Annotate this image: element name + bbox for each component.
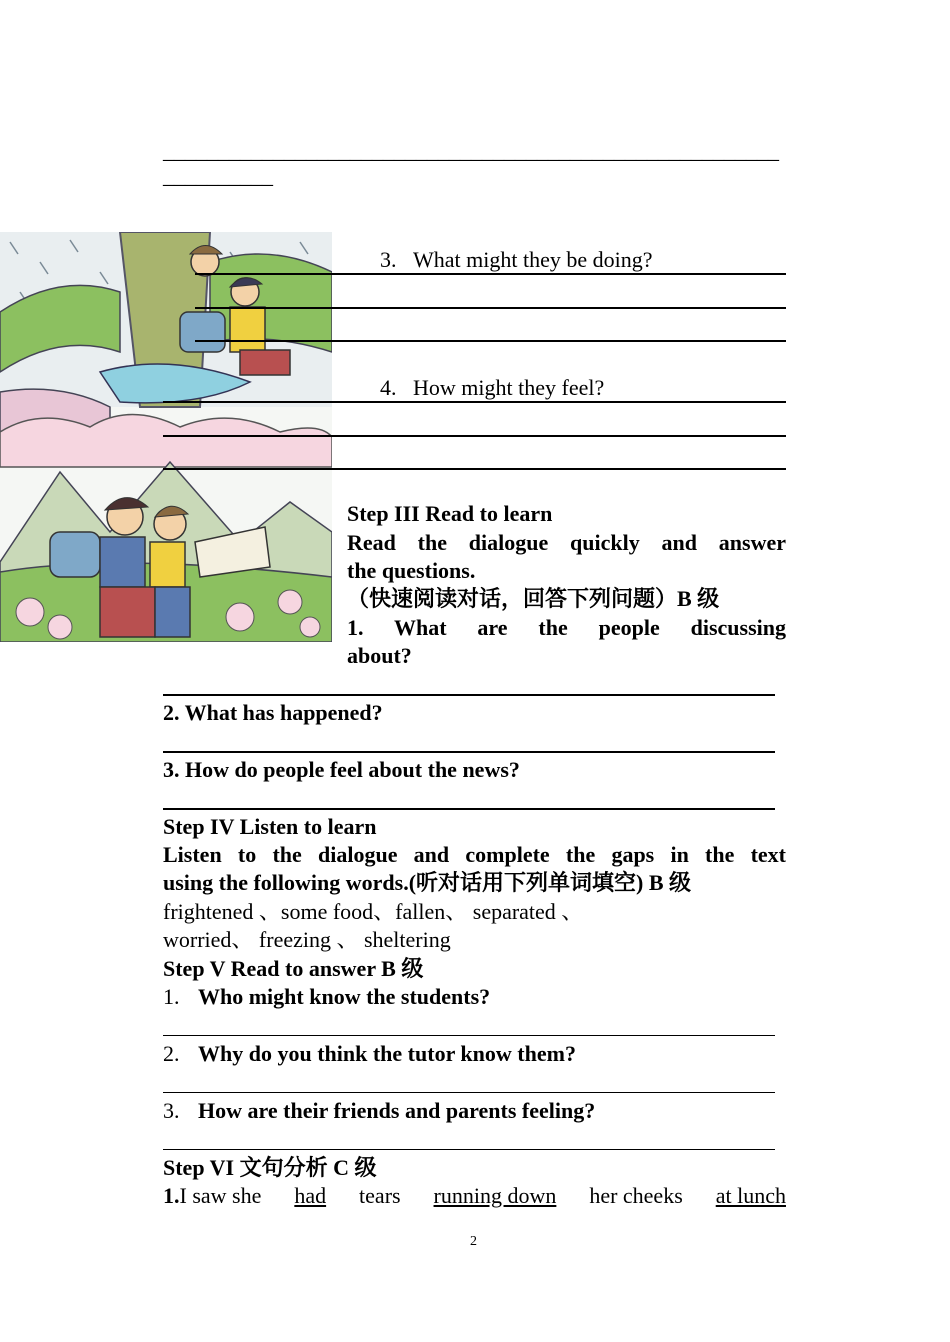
answer-line (163, 694, 775, 696)
answer-line (195, 307, 786, 309)
analysis-sentence (163, 1182, 786, 1210)
answer-blank: ________________________________________________________ (163, 138, 779, 163)
hikers-illustration (0, 232, 332, 642)
illustration-svg (0, 232, 332, 642)
underlined-phrase: at lunch (715, 1183, 786, 1208)
sentence-word: her cheeks (589, 1183, 683, 1208)
question-4-text: How might they feel? (413, 375, 605, 400)
step5-title: Step V Read to answer B 级 (163, 956, 424, 981)
step5-question-3-number: 3. (163, 1098, 180, 1123)
word-bank-cont: worried、 freezing 、 sheltering (163, 927, 451, 952)
answer-line (163, 751, 775, 753)
underlined-phrase: running down (433, 1183, 557, 1208)
answer-blank-short: __________ (163, 163, 273, 188)
step3-instruction: Read the dialogue quickly and answer (347, 530, 786, 555)
answer-line (163, 468, 786, 470)
question-3-number: 3. (380, 247, 397, 272)
step3-question-2: 2. What has happened? (163, 700, 383, 725)
step6-title: Step VI 文句分析 C 级 (163, 1155, 377, 1180)
answer-line (163, 1035, 775, 1036)
step3-instruction-cont: the questions. (347, 558, 476, 583)
step5-question-1-text: Who might know the students? (198, 984, 491, 1009)
step3-instruction-cn: （快速阅读对话，回答下列问题）B 级 (347, 586, 720, 611)
answer-line (163, 808, 775, 810)
sentence-word: tears (359, 1183, 401, 1208)
answer-line (163, 435, 786, 437)
step5-question-3-text: How are their friends and parents feeling? (198, 1098, 596, 1123)
question-3-text: What might they be doing? (413, 247, 653, 272)
step5-question-2-number: 2. (163, 1041, 180, 1066)
step3-question-3: 3. How do people feel about the news? (163, 757, 520, 782)
page-number: 2 (470, 1234, 477, 1249)
answer-line (163, 1092, 775, 1093)
answer-line (163, 401, 786, 403)
word-bank: frightened 、some food、fallen、 separated 、 (163, 899, 584, 924)
answer-line (163, 1149, 775, 1150)
step4-instruction: Listen to the dialogue and complete the gaps in the text (163, 842, 786, 867)
step3-question-1: 1. What are the people discussing (347, 615, 786, 640)
step3-title: Step III Read to learn (347, 501, 553, 526)
step3-question-1-cont: about? (347, 643, 412, 668)
step4-title: Step IV Listen to learn (163, 814, 377, 839)
question-4-number: 4. (380, 375, 397, 400)
step4-instruction-cont: using the following words.(听对话用下列单词填空) B 级 (163, 870, 692, 895)
answer-line (195, 340, 786, 342)
step5-question-2-text: Why do you think the tutor know them? (198, 1041, 576, 1066)
sentence-start (163, 1182, 261, 1210)
sentence-number: 1. (163, 1183, 180, 1208)
answer-line (195, 273, 786, 275)
underlined-word: had (294, 1183, 327, 1208)
step5-question-1-number: 1. (163, 984, 180, 1009)
sentence-word: I saw she (179, 1183, 262, 1208)
